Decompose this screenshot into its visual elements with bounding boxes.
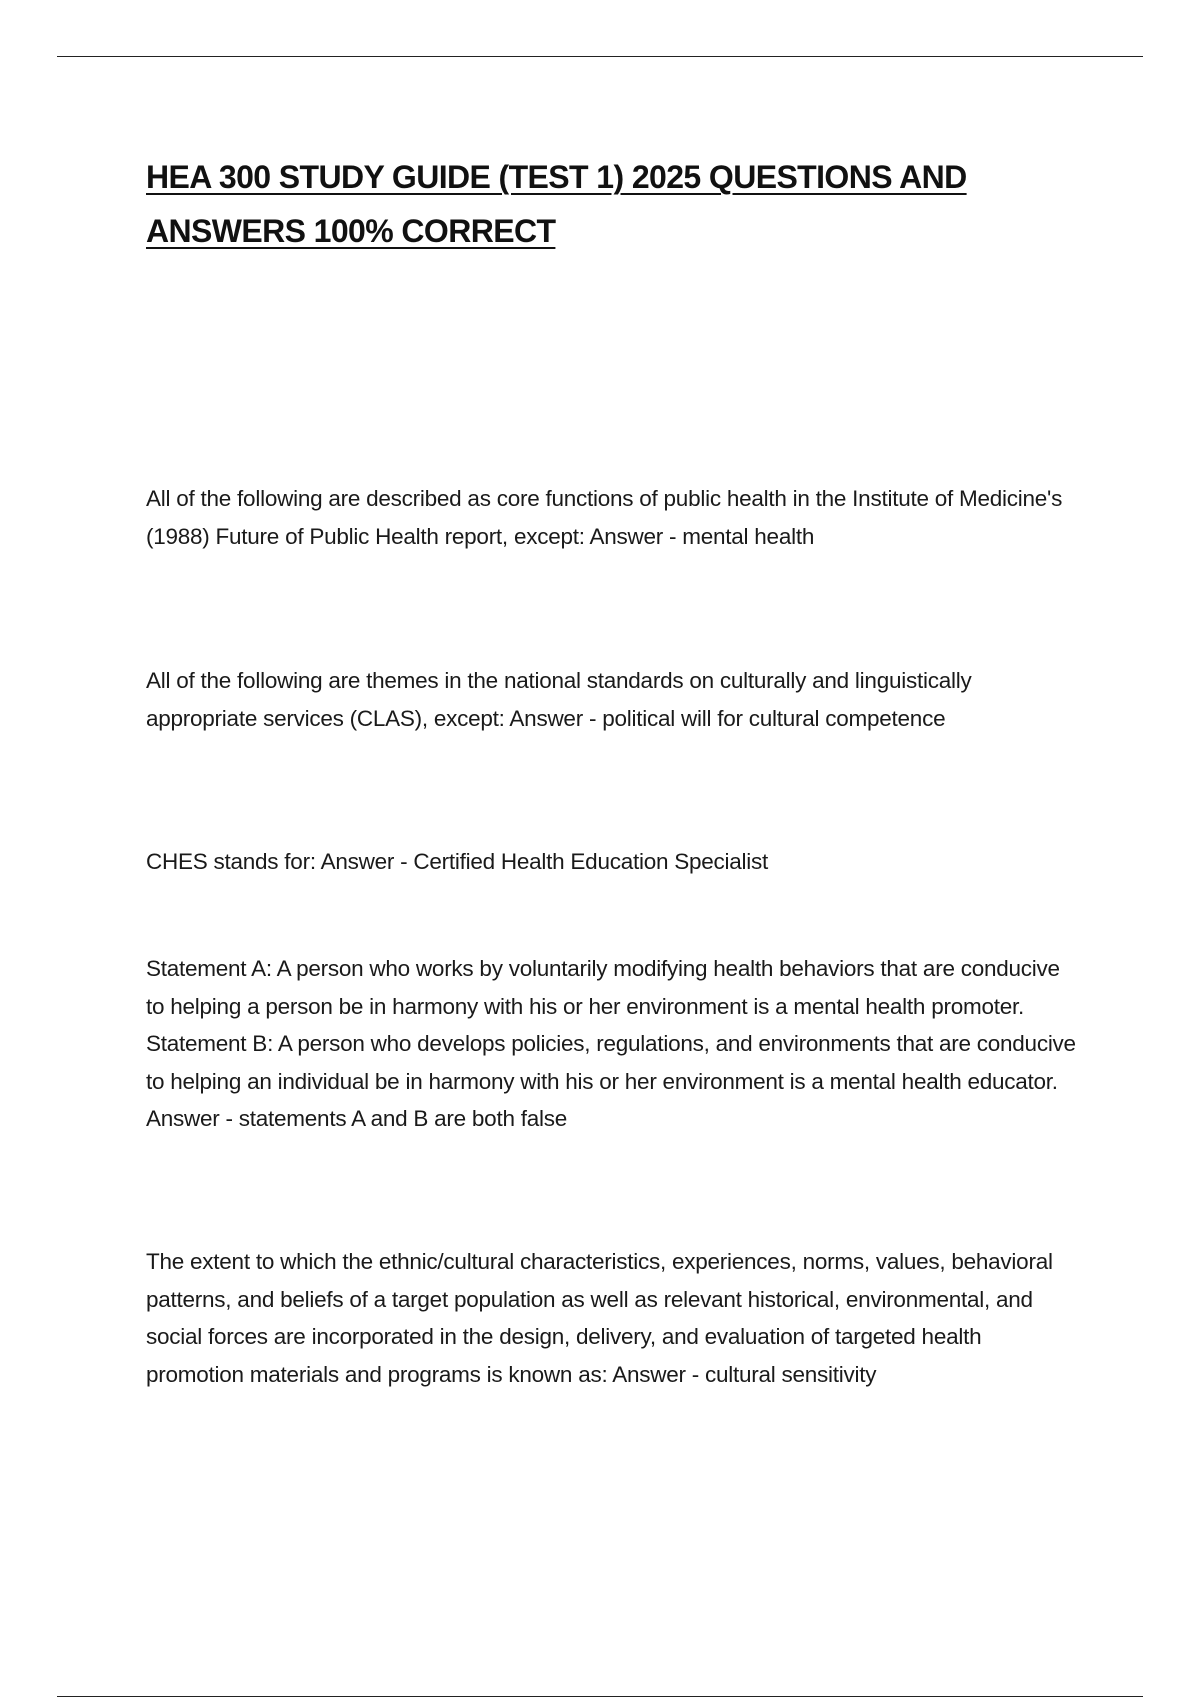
document-title: HEA 300 STUDY GUIDE (TEST 1) 2025 QUESTIONS AND ANSWERS 100% CORRECT [146, 159, 967, 249]
qa-item-cultural-sensitivity: The extent to which the ethnic/cultural characteristics, experiences, norms, values, behavioral patterns, and beliefs of a target population as well as relevant historical, environmental, and social forces are incorporated in the design, delivery, and evaluation of targeted health promotion materials and programs is known as: Answer - cultural sensitivity [146, 1249, 1053, 1387]
qa-item-ches-definition: CHES stands for: Answer - Certified Health Education Specialist [146, 849, 769, 874]
qa-item-clas-themes: All of the following are themes in the national standards on culturally and linguistically appropriate services (CLAS), except: Answer - political will for cultural competence [146, 668, 972, 731]
bottom-divider [57, 1696, 1143, 1697]
top-divider [57, 56, 1143, 57]
qa-item-core-functions: All of the following are described as core functions of public health in the Institute of Medicine's (1988) Future of Public Health report, except: Answer - mental health [146, 486, 1063, 549]
qa-item-statements-a-b: Statement A: A person who works by voluntarily modifying health behaviors that are conducive to helping a person be in harmony with his or her environment is a mental health promoter. Statement B: A person who develops policies, regulations, and environments that are conducive to helping an individual be in harmony with his or her environment is a mental health educator. Answer - statements A and B are both false [146, 956, 1076, 1131]
